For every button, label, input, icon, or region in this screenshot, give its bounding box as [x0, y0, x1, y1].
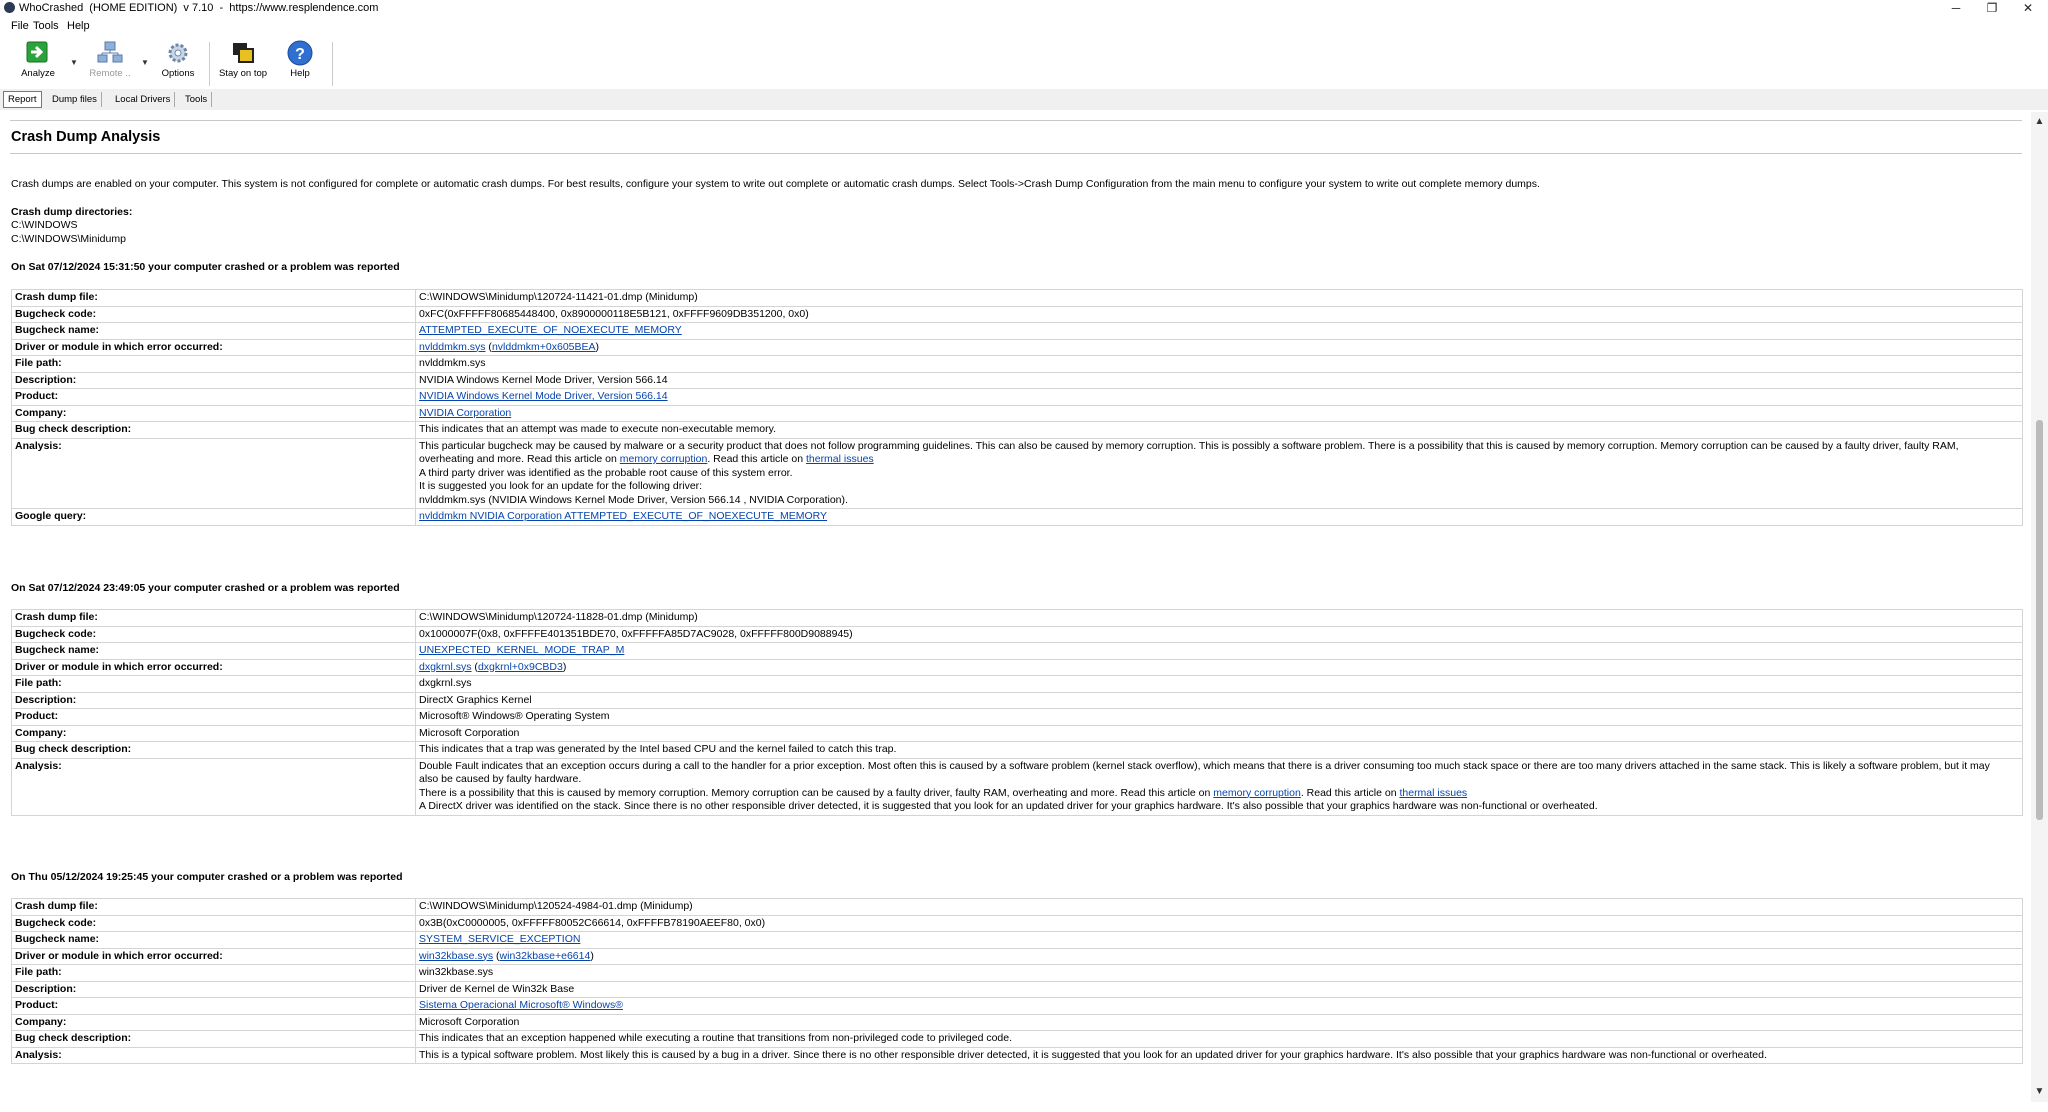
row-label: Driver or module in which error occurred: [12, 339, 416, 356]
company-value: Microsoft Corporation [416, 1014, 2023, 1031]
table-row [12, 758, 2023, 815]
product-link[interactable]: Sistema Operacional Microsoft® Windows® [419, 999, 623, 1011]
analysis-line: There is a possibility that this is caused by memory corruption. Memory corruption can be caused by a faulty driver, faulty RAM, overheating and more. Read this article on memory corruption. Read this article on thermal issues [419, 786, 1468, 799]
table-row [12, 676, 2023, 693]
report-heading: Crash Dump Analysis [11, 129, 161, 145]
crash-table [11, 898, 2023, 1064]
remote-button[interactable] [88, 40, 132, 86]
row-label: Analysis: [12, 438, 416, 509]
tab-report[interactable]: Report [3, 91, 42, 108]
maximize-button[interactable]: ❐ [1986, 1, 1998, 15]
file-path-value: win32kbase.sys [416, 965, 2023, 982]
bugcheck-name-link[interactable]: ATTEMPTED_EXECUTE_OF_NOEXECUTE_MEMORY [419, 324, 682, 336]
help-label: Help [290, 68, 310, 79]
svg-text:?: ? [295, 46, 305, 63]
menu-bar [0, 18, 2048, 35]
row-label: Bug check description: [12, 742, 416, 759]
scroll-down-icon[interactable]: ▼ [2034, 1086, 2045, 1097]
table-row [12, 306, 2023, 323]
product-link[interactable]: NVIDIA Windows Kernel Mode Driver, Version 566.14 [419, 390, 668, 402]
minimize-button[interactable]: ─ [1951, 1, 1961, 15]
table-row [12, 643, 2023, 660]
table-row [12, 981, 2023, 998]
row-label: Bugcheck code: [12, 626, 416, 643]
menu-file[interactable]: File [11, 20, 29, 32]
analysis-value: This is a typical software problem. Most likely this is caused by a bug in a driver. Since there is no other responsible driver detected, it is suggested that you look for an updated driver for your graphics hardware. It's also possible that your graphics hardware was non-functional or overheated. [416, 1047, 2023, 1064]
table-row [12, 1031, 2023, 1048]
table-row [12, 1047, 2023, 1064]
row-label: Driver or module in which error occurred: [12, 659, 416, 676]
row-label: Google query: [12, 509, 416, 526]
remote-dropdown-icon[interactable]: ▼ [141, 58, 149, 67]
file-path-value: nvlddmkm.sys [416, 356, 2023, 373]
driver-offset-link[interactable]: win32kbase+e6614 [499, 949, 591, 962]
crash-header: On Sat 07/12/2024 15:31:50 your computer crashed or a problem was reported [11, 261, 400, 273]
row-label: File path: [12, 356, 416, 373]
toolbar-separator [209, 42, 210, 86]
crash-table [11, 289, 2023, 526]
tab-tools[interactable]: Tools [181, 92, 212, 107]
app-icon [4, 2, 15, 13]
bugcheck-name-link[interactable]: SYSTEM_SERVICE_EXCEPTION [419, 933, 581, 945]
description-value: Driver de Kernel de Win32k Base [416, 981, 2023, 998]
table-row: Driver or module in which error occurred: nvlddmkm.sys (nvlddmkm+0x605BEA) [12, 339, 2023, 356]
analyze-button[interactable] [20, 40, 56, 86]
table-row [12, 998, 2023, 1015]
file-path-value: dxgkrnl.sys [416, 676, 2023, 693]
analysis-line: It is suggested you look for an update for the following driver: [419, 480, 703, 492]
thermal-issues-link[interactable]: thermal issues [805, 453, 874, 465]
row-label: Description: [12, 692, 416, 709]
bugcheck-code-value: 0xFC(0xFFFFF80685448400, 0x8900000118E5B121, 0xFFFF9609DB351200, 0x0) [416, 306, 2023, 323]
crash-table [11, 609, 2023, 816]
divider [10, 120, 2022, 121]
report-view [0, 112, 2030, 1102]
close-button[interactable]: ✕ [2022, 1, 2034, 15]
row-label: Company: [12, 1014, 416, 1031]
scroll-up-icon[interactable]: ▲ [2034, 116, 2045, 127]
driver-offset-link[interactable]: dxgkrnl+0x9CBD3 [477, 660, 563, 673]
row-label: Description: [12, 981, 416, 998]
table-row [12, 725, 2023, 742]
row-label: Analysis: [12, 1047, 416, 1064]
driver-offset-link[interactable]: nvlddmkm+0x605BEA [491, 340, 596, 353]
table-row [12, 323, 2023, 340]
table-row [12, 692, 2023, 709]
table-row [12, 965, 2023, 982]
dump-file-value: C:\WINDOWS\Minidump\120524-4984-01.dmp (Minidump) [416, 899, 2023, 916]
analysis-line: nvlddmkm.sys (NVIDIA Windows Kernel Mode Driver, Version 566.14 , NVIDIA Corporation). [419, 493, 848, 506]
row-label: Product: [12, 998, 416, 1015]
table-row [12, 438, 2023, 509]
bug-description-value: This indicates that a trap was generated by the Intel based CPU and the kernel failed to catch this trap. [416, 742, 2023, 759]
table-row: Driver or module in which error occurred: win32kbase.sys (win32kbase+e6614) [12, 948, 2023, 965]
dump-file-value: C:\WINDOWS\Minidump\120724-11828-01.dmp (Minidump) [416, 610, 2023, 627]
scrollbar-thumb[interactable] [2036, 420, 2043, 820]
tab-local-drivers[interactable]: Local Drivers [111, 92, 175, 107]
table-row [12, 899, 2023, 916]
product-value: Microsoft® Windows® Operating System [416, 709, 2023, 726]
stay-on-top-label: Stay on top [218, 68, 268, 79]
row-label: Bugcheck code: [12, 306, 416, 323]
crash-header: On Sat 07/12/2024 23:49:05 your computer crashed or a problem was reported [11, 582, 400, 594]
row-label: Bug check description: [12, 422, 416, 439]
bugcheck-code-value: 0x1000007F(0x8, 0xFFFFE401351BDE70, 0xFFFFFA85D7AC9028, 0xFFFFF800D9088945) [416, 626, 2023, 643]
options-label: Options [161, 68, 195, 79]
table-row [12, 915, 2023, 932]
analysis-line: This particular bugcheck may be caused by malware or a security product that does not follow programming guidelines. This can also be caused by memory corruption. This is possibly a software problem. There is a possibility that this is caused by memory corruption. Memory corruption can be caused by a faulty driver, faulty RAM, [419, 439, 1959, 452]
description-value: DirectX Graphics Kernel [416, 692, 2023, 709]
table-row [12, 356, 2023, 373]
row-label: Product: [12, 389, 416, 406]
row-label: Driver or module in which error occurred: [12, 948, 416, 965]
tab-dump-files[interactable]: Dump files [48, 92, 102, 107]
bugcheck-name-link[interactable]: UNEXPECTED_KERNEL_MODE_TRAP_M [419, 644, 625, 656]
driver-file-link[interactable]: win32kbase.sys [419, 949, 494, 962]
analysis-line: Double Fault indicates that an exception occurs during a call to the handler for a prior exception. Most often this is caused by a software problem (kernel stack overflow), which means that there is a driver consuming too much stack space or there are too many drivers attached in the same stack. This is likely a software problem, but it may [419, 759, 1990, 772]
table-row [12, 610, 2023, 627]
window-title: WhoCrashed (HOME EDITION) v 7.10 - https://www.resplendence.com [19, 2, 379, 14]
dump-dir: C:\WINDOWS\Minidump [11, 233, 126, 245]
row-label: Crash dump file: [12, 290, 416, 307]
divider [10, 153, 2022, 154]
windows-stack-icon [230, 40, 256, 66]
options-button[interactable] [158, 40, 198, 86]
bug-description-value: This indicates that an exception happened while executing a routine that transitions from non-privileged code to privileged code. [416, 1031, 2023, 1048]
table-row [12, 626, 2023, 643]
row-label: Product: [12, 709, 416, 726]
table-row [12, 290, 2023, 307]
gear-icon [165, 40, 191, 66]
table-row [12, 709, 2023, 726]
dump-file-value: C:\WINDOWS\Minidump\120724-11421-01.dmp (Minidump) [416, 290, 2023, 307]
table-row [12, 1014, 2023, 1031]
row-label: Bugcheck name: [12, 323, 416, 340]
company-link[interactable]: NVIDIA Corporation [419, 406, 512, 419]
table-row [12, 389, 2023, 406]
row-label: File path: [12, 676, 416, 693]
analyze-icon [25, 40, 51, 66]
google-query-link[interactable]: nvlddmkm NVIDIA Corporation ATTEMPTED_EXECUTE_OF_NOEXECUTE_MEMORY [419, 510, 828, 522]
description-value: NVIDIA Windows Kernel Mode Driver, Version 566.14 [416, 372, 2023, 389]
thermal-issues-link[interactable]: thermal issues [1399, 786, 1468, 799]
table-row [12, 422, 2023, 439]
remote-label: Remote .. [89, 68, 131, 79]
toolbar [0, 36, 2048, 89]
row-label: Company: [12, 725, 416, 742]
bugcheck-code-value: 0x3B(0xC0000005, 0xFFFFF80052C66614, 0xFFFFB78190AEEF80, 0x0) [416, 915, 2023, 932]
help-button[interactable] [284, 40, 316, 86]
analyze-dropdown-icon[interactable]: ▼ [70, 58, 78, 67]
row-label: Bug check description: [12, 1031, 416, 1048]
dump-dirs-label: Crash dump directories: [11, 206, 133, 218]
help-icon [287, 40, 313, 66]
row-label: Crash dump file: [12, 899, 416, 916]
memory-corruption-link[interactable]: memory corruption [619, 453, 708, 465]
menu-help[interactable]: Help [67, 20, 90, 32]
crash-header: On Thu 05/12/2024 19:25:45 your computer crashed or a problem was reported [11, 871, 403, 883]
company-value: Microsoft Corporation [416, 725, 2023, 742]
analysis-value [416, 758, 2023, 815]
row-label: Description: [12, 372, 416, 389]
row-label: Bugcheck name: [12, 932, 416, 949]
driver-file-link[interactable]: nvlddmkm.sys [419, 340, 486, 353]
row-label: Bugcheck code: [12, 915, 416, 932]
table-row: Driver or module in which error occurred: dxgkrnl.sys (dxgkrnl+0x9CBD3) [12, 659, 2023, 676]
analysis-line: overheating and more. Read this article on memory corruption. Read this article on thermal issues [419, 453, 874, 465]
table-row [12, 509, 2023, 526]
analysis-line: A DirectX driver was identified on the stack. Since there is no other responsible driver detected, it is suggested that you look for an updated driver for your graphics hardware. It's also possible that your graphics hardware was non-functional or overheated. [419, 800, 1598, 812]
vertical-scrollbar[interactable] [2031, 112, 2048, 1102]
bug-description-value: This indicates that an attempt was made to execute non-executable memory. [416, 422, 2023, 439]
analysis-line: also be caused by faulty hardware. [419, 773, 582, 785]
row-label: Bugcheck name: [12, 643, 416, 660]
title-bar [0, 0, 2048, 17]
analysis-line: A third party driver was identified as the probable root cause of this system error. [419, 466, 793, 479]
table-row [12, 742, 2023, 759]
row-label: Analysis: [12, 758, 416, 815]
tab-strip [0, 89, 2048, 110]
network-icon [97, 40, 123, 66]
row-label: Company: [12, 405, 416, 422]
menu-tools[interactable]: Tools [33, 20, 59, 32]
table-row [12, 372, 2023, 389]
table-row [12, 405, 2023, 422]
dump-dir: C:\WINDOWS [11, 219, 78, 231]
row-label: Crash dump file: [12, 610, 416, 627]
driver-file-link[interactable]: dxgkrnl.sys [419, 660, 472, 673]
row-label: File path: [12, 965, 416, 982]
analyze-label: Analyze [21, 68, 55, 79]
memory-corruption-link[interactable]: memory corruption [1213, 786, 1301, 799]
analysis-value [416, 438, 2023, 509]
intro-text: Crash dumps are enabled on your computer. This system is not configured for complete or automatic crash dumps. For best results, configure your system to write out complete or automatic crash dumps. Select Tools->Crash Dump Configuration from the main menu to configure your system to write out complete memory dumps. [11, 178, 1540, 190]
toolbar-separator [332, 42, 333, 86]
table-row [12, 932, 2023, 949]
stay-on-top-button[interactable] [216, 40, 270, 86]
